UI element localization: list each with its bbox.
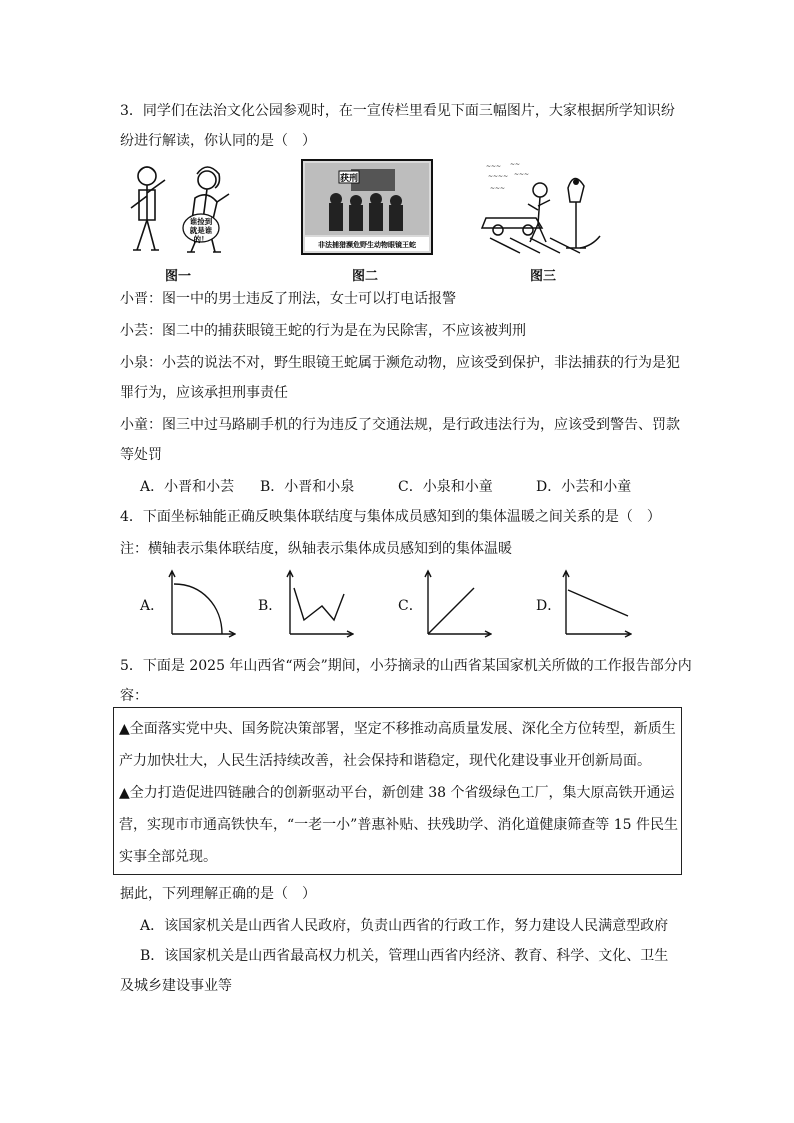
q4-option-a-label: A． <box>140 598 165 614</box>
q3-option-a: A．小晋和小芸 <box>140 479 235 495</box>
q5-option-b-line2: 及城乡建设事业等 <box>120 978 232 994</box>
svg-text:~~~~: ~~~~ <box>488 173 509 180</box>
report-point-1-line1: ▲全面落实党中央、国务院决策部署，坚定不移推动高质量发展、深化全方位转型，新质生 <box>119 721 676 737</box>
cartoon-image-1 <box>117 158 242 258</box>
report-point-2-line2: 营，实现市市通高铁快车，“一老一小”普惠补贴、扶残助学、消化道健康筛查等 15 件民生 <box>119 817 679 833</box>
q3-option-c: C．小泉和小童 <box>398 479 493 495</box>
cartoon-2-banner: 非法捕猎濒危野生动物眼镜王蛇 <box>318 241 416 249</box>
svg-text:就是谁: 就是谁 <box>189 226 213 235</box>
svg-text:的！: 的！ <box>193 235 209 244</box>
svg-text:~~~: ~~~ <box>490 185 506 192</box>
q5-stem-line1: 5．下面是 2025 年山西省“两会”期间，小芬摘录的山西省某国家机关所做的工作报告部分内 <box>120 658 692 674</box>
statement-xiaojin: 小晋：图一中的男士违反了刑法，女士可以打电话报警 <box>120 291 456 307</box>
statement-xiaoquan-line2: 罪行为，应该承担刑事责任 <box>120 385 288 401</box>
caption-image-1: 图一 <box>165 269 192 284</box>
cartoon-image-3 <box>480 158 605 254</box>
q3-option-d: D．小芸和小童 <box>536 479 632 495</box>
q4-graph-b <box>284 568 354 638</box>
report-point-1-line2: 产力加快壮大，人民生活持续改善，社会保持和谐稳定，现代化建设事业开创新局面。 <box>119 753 651 769</box>
caption-image-3: 图三 <box>530 269 557 284</box>
q4-graph-d <box>560 568 632 638</box>
q5-option-a: A．该国家机关是山西省人民政府，负责山西省的行政工作，努力建设人民满意型政府 <box>140 918 669 934</box>
svg-text:~~~: ~~~ <box>514 171 530 178</box>
cartoon-image-2 <box>301 159 433 255</box>
q5-option-b-line1: B．该国家机关是山西省最高权力机关，管理山西省内经济、教育、科学、文化、卫生 <box>140 948 669 964</box>
svg-text:获刑: 获刑 <box>339 174 359 184</box>
q4-option-c-label: C． <box>398 598 423 614</box>
svg-text:谁捡到: 谁捡到 <box>189 217 213 226</box>
caption-image-2: 图二 <box>352 269 379 284</box>
report-point-2-line3: 实事全部兑现。 <box>119 849 217 865</box>
statement-xiaotong-line2: 等处罚 <box>120 447 162 463</box>
statement-xiaoquan-line1: 小泉：小芸的说法不对，野生眼镜王蛇属于濒危动物，应该受到保护，非法捕获的行为是犯 <box>120 355 680 371</box>
statement-xiaoyun: 小芸：图二中的捕获眼镜王蛇的行为是在为民除害，不应该被判刑 <box>120 323 526 339</box>
q4-note: 注：横轴表示集体联结度，纵轴表示集体成员感知到的集体温暖 <box>120 541 512 557</box>
q4-option-b-label: B． <box>258 598 283 614</box>
q4-stem: 4．下面坐标轴能正确反映集体联结度与集体成员感知到的集体温暖之间关系的是（ ） <box>120 509 661 525</box>
svg-text:~~: ~~ <box>510 161 521 168</box>
q4-graph-a <box>166 568 236 638</box>
statement-xiaotong-line1: 小童：图三中过马路刷手机的行为违反了交通法规，是行政违法行为，应该受到警告、罚款 <box>120 417 680 433</box>
q3-option-b: B．小晋和小泉 <box>260 479 355 495</box>
q5-stem-line2: 容： <box>120 688 148 704</box>
q4-graph-c <box>422 568 492 638</box>
q3-stem-line2: 纷进行解读，你认同的是（ ） <box>120 133 316 149</box>
q3-stem-line1: 3．同学们在法治文化公园参观时，在一宣传栏里看见下面三幅图片，大家根据所学知识纷 <box>120 103 675 119</box>
q5-question: 据此，下列理解正确的是（ ） <box>120 886 316 902</box>
report-point-2-line1: ▲全力打造促进四链融合的创新驱动平台，新创建 38 个省级绿色工厂，集大原高铁开通运 <box>119 785 675 801</box>
q4-option-d-label: D． <box>536 598 562 614</box>
svg-text:~~~: ~~~ <box>486 163 502 170</box>
